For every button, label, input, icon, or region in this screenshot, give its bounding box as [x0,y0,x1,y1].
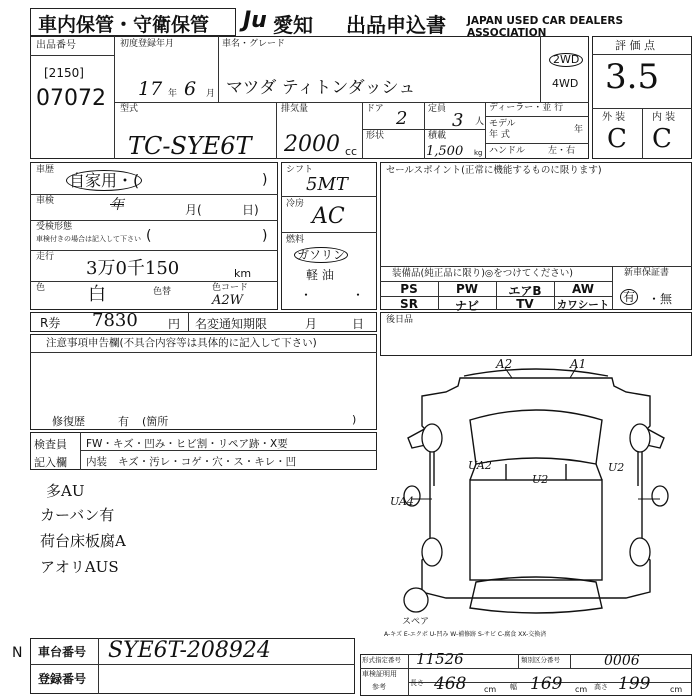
damage-legend: A-キズ E-エクボ U-凹み W-補修跡 S-サビ C-腐食 XX-交換済 [384,631,547,638]
exterior-label: 外 装 [602,112,626,123]
handle-label: ハンドル [489,146,526,156]
comment-line-2: カーバン有 [40,506,115,524]
form-designation-label: 形式指定番号 [362,656,401,664]
shift-label: シフト [286,165,314,175]
class-number-value: 0006 [604,653,640,669]
height-label: 高さ [594,683,608,691]
recycle-value: 7830 [92,310,138,331]
equipment-ps: PS [400,282,418,296]
inspector-row-interior-head: 内装 [86,456,107,468]
receipt-type-label: 受検形態 [36,222,73,232]
model-year-label: モデル [489,119,516,129]
capacity-label: 定員 [428,104,447,114]
inspector-row-exterior: FW・キズ・凹み・ヒビ割・リペア跡・X要 [86,438,288,450]
later-items-label: 後日品 [386,315,414,325]
warranty-yes: 有 [620,288,638,305]
ju-logo: Ju [243,8,267,33]
exterior-grade: C [607,124,627,154]
interior-label: 内 装 [652,112,676,123]
fuel-light-oil: 軽 油 [306,268,334,282]
equipment-leather: カワシート [556,299,610,311]
capacity-value: 3 [452,110,464,131]
ac-label: 冷房 [286,199,305,209]
mark-u2-bed: U2 [532,473,549,486]
registration-number-label: 登録番号 [38,672,87,686]
inspector-label: 検査員 [34,438,67,451]
inspection-label: 車検 [36,196,55,206]
receipt-note: 車検付きの場合は記入して下さい [36,235,141,243]
length-label: 長さ [410,679,424,687]
shift-value: 5MT [306,174,348,195]
color-change-label: 色替 [153,287,172,297]
equipment-pw: PW [455,282,479,296]
load-label: 積載 [428,131,447,141]
comment-line-3: 荷台床板腐A [40,532,126,550]
color-value: 白 [88,284,106,305]
recycle-label: R券 [40,316,61,330]
equipment-airbag: エアB [508,284,542,298]
width-value: 169 [530,674,563,694]
grade-label: 評 価 点 [615,39,655,52]
mark-ua2: UA2 [468,459,492,472]
entry-number: 07072 [36,86,106,111]
doors-label: ドア [366,104,384,114]
association-name: JAPAN USED CAR DEALERS ASSOCIATION [467,15,624,39]
chassis-number-label: 車台番号 [38,645,87,659]
repair-history-label: 修復歴 [52,415,85,428]
drive-2wd: 2WD [549,53,583,67]
dealer-label: ディーラー・並 行 [489,103,564,113]
mileage-label: 走行 [36,252,55,262]
first-registration-label: 初度登録年月 [120,39,175,49]
interior-grade: C [652,124,672,154]
displacement-value: 2000 [284,132,340,157]
equipment-tv: TV [516,297,534,311]
storage-tag-text: 車内保管・守衛保管 [38,14,210,36]
entry-number-label: 出品番号 [36,40,76,51]
displacement-label: 排気量 [281,104,309,114]
model-name-label: 車名・グレード [222,39,286,49]
equipment-sr: SR [400,297,418,311]
length-value: 468 [434,674,467,694]
repair-history-value: 有 [118,415,129,428]
fuel-label: 燃料 [286,235,305,245]
width-label: 幅 [510,683,517,691]
color-label: 色 [36,283,46,293]
chassis-number-value: SYE6T-208924 [108,638,271,663]
mark-a2: A2 [496,357,513,371]
equipment-label: 装備品(純正品に限り)◎をつけてください) [392,268,573,279]
notice-deadline-label: 名変通知期限 [195,317,268,331]
model-name-value: マツダ ティトンダッシュ [226,78,416,98]
inspection-crossed: 年 [110,197,124,213]
later-items-block [380,312,692,356]
mark-u2-side: U2 [608,461,625,474]
color-code-label: 色コード [212,283,249,293]
color-code-value: A2W [212,293,244,308]
comment-line-4: アオリAUS [40,558,119,576]
history-label: 車歴 [36,165,55,175]
form-designation-value: 11526 [416,650,464,668]
comment-line-1: 多AU [46,482,85,500]
mark-a1: A1 [570,357,587,371]
certificate-label: 車検証明用 [362,670,397,678]
form-title: 出品申込書 [346,13,446,37]
warranty-label: 新車保証書 [624,268,670,278]
brand-name: 愛知 [273,13,313,37]
handle-options: 左・右 [548,146,576,156]
private-use-circled: 自家用・( [66,170,142,191]
warranty-no: ・無 [648,292,673,306]
equipment-navi: ナビ [454,299,479,313]
sales-point-label: セールスポイント(正常に機能するものに限ります) [386,165,602,176]
type-value: TC-SYE6T [128,132,252,160]
class-number-label: 類別区分番号 [521,656,560,664]
load-value: 1,500 [426,144,464,159]
n-mark: N [12,645,23,661]
mark-ua4: UA4 [390,495,414,508]
grade-value: 3.5 [605,57,660,97]
history-value [66,168,142,191]
entry-column-label: 記入欄 [34,456,67,469]
shape-label: 形状 [366,131,385,141]
entry-number-bracket: [2150] [44,66,84,80]
spare-label: スペア [402,617,430,627]
type-label: 型式 [120,104,139,114]
fuel-petrol: ガソリン [294,246,348,263]
doors-value: 2 [396,108,408,129]
height-value: 199 [618,674,651,694]
ac-value: AC [312,204,345,229]
vehicle-damage-diagram [380,356,692,634]
mileage-value: 3万0千150 [86,258,180,279]
first-registration-year: 17 [138,78,163,100]
first-registration-month: 6 [184,78,197,100]
caution-label: 注意事項申告欄(不具合内容等は具体的に記入して下さい) [46,337,317,349]
reference-label: 参考 [372,683,386,691]
equipment-aw: AW [572,282,594,296]
drive-4wd: 4WD [552,77,579,90]
inspector-row-interior: キズ・汚レ・コゲ・穴・ス・キレ・凹 [118,456,297,468]
